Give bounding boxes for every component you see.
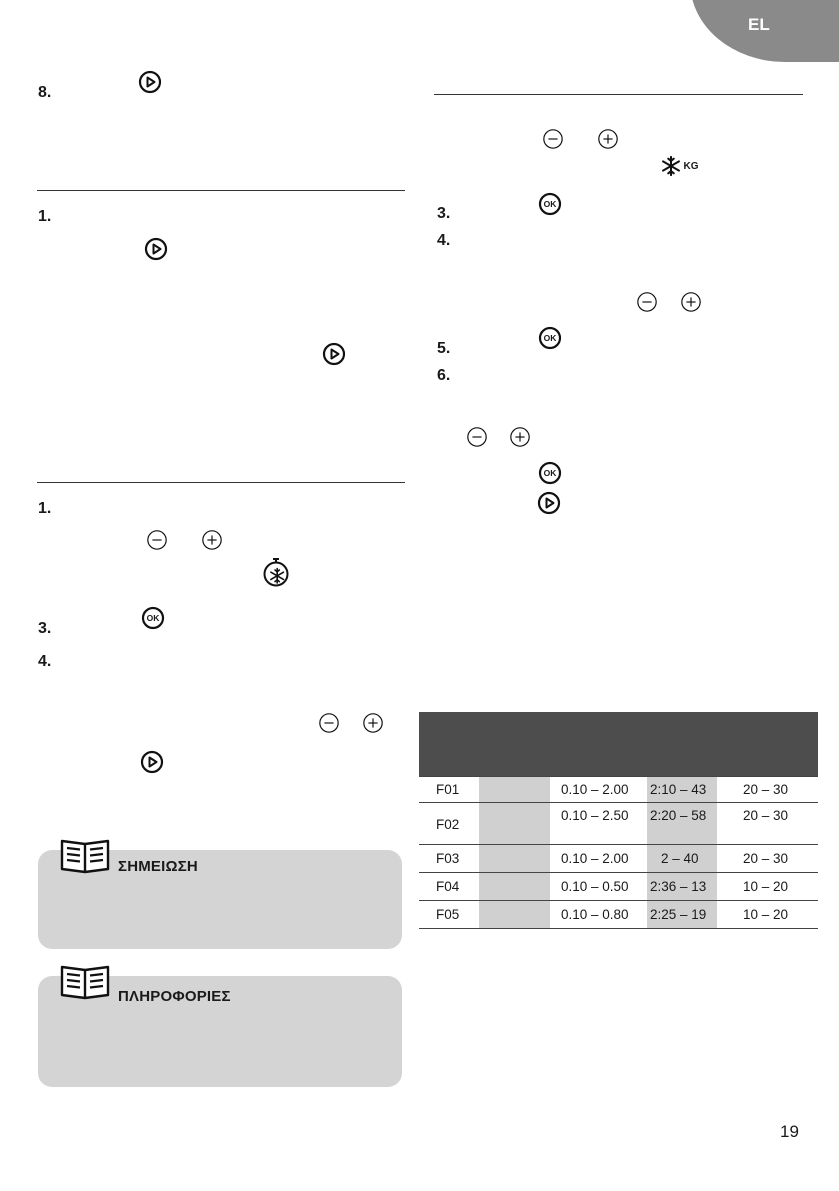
ok-icon: [538, 461, 562, 485]
time-range: 2:25 – 19: [650, 907, 707, 922]
step-number: 4.: [38, 653, 52, 670]
weight-range: 0.10 – 0.80: [561, 907, 629, 922]
language-label: EL: [748, 15, 770, 34]
section-divider: [37, 190, 405, 191]
defrost-weight-icon: [656, 154, 702, 178]
minus-icon: [318, 712, 340, 734]
step-number: 6.: [437, 367, 451, 384]
info-title: ΠΛΗΡΟΦΟΡΙΕΣ: [118, 988, 231, 1005]
ok-icon: [538, 326, 562, 350]
time-range: 2:36 – 13: [650, 879, 707, 894]
table-header: [419, 712, 818, 776]
minus-icon: [542, 128, 564, 150]
plus-icon: [680, 291, 702, 313]
book-icon: [60, 838, 110, 874]
plus-icon: [201, 529, 223, 551]
weight-range: 0.10 – 2.00: [561, 851, 629, 866]
duration-range: 20 – 30: [743, 782, 789, 797]
time-range: 2 – 40: [661, 851, 699, 866]
ok-icon: [141, 606, 165, 630]
table-row: [419, 873, 818, 901]
start-icon: [537, 491, 561, 515]
start-icon: [322, 342, 346, 366]
plus-icon: [362, 712, 384, 734]
step-number: 3.: [437, 205, 451, 222]
duration-range: 10 – 20: [743, 907, 789, 922]
book-icon: [60, 964, 110, 1000]
program-code: F03: [436, 851, 460, 866]
table-row: [419, 777, 818, 803]
program-table: [419, 712, 818, 929]
table-row: [419, 803, 818, 845]
duration-range: 10 – 20: [743, 879, 789, 894]
ok-label: OK: [146, 613, 160, 623]
program-code: F05: [436, 907, 460, 922]
start-icon: [140, 750, 164, 774]
table-row: [419, 845, 818, 873]
ok-label: OK: [543, 333, 557, 343]
section-divider: [434, 94, 803, 95]
table-row: [419, 901, 818, 929]
duration-range: 20 – 30: [743, 851, 789, 866]
weight-range: 0.10 – 0.50: [561, 879, 629, 894]
program-code: F01: [436, 782, 460, 797]
minus-icon: [466, 426, 488, 448]
program-code: F02: [436, 817, 460, 832]
step-number: 3.: [38, 620, 52, 637]
language-tab: [690, 0, 839, 62]
start-icon: [144, 237, 168, 261]
ok-label: OK: [543, 199, 557, 209]
ok-icon: [538, 192, 562, 216]
plus-icon: [597, 128, 619, 150]
time-range: 2:10 – 43: [650, 782, 707, 797]
start-icon: [138, 70, 162, 94]
weight-range: 0.10 – 2.00: [561, 782, 629, 797]
step-number: 5.: [437, 340, 451, 357]
step-number: 1.: [38, 500, 52, 517]
program-code: F04: [436, 879, 460, 894]
page-number: 19: [780, 1122, 799, 1141]
time-range: 2:20 – 58: [650, 808, 707, 823]
step-number: 1.: [38, 208, 52, 225]
weight-range: 0.10 – 2.50: [561, 808, 629, 823]
ok-label: OK: [543, 468, 557, 478]
plus-icon: [509, 426, 531, 448]
minus-icon: [146, 529, 168, 551]
step-number: 4.: [437, 232, 451, 249]
defrost-time-icon: [262, 557, 290, 587]
step-number: 8.: [38, 84, 52, 101]
minus-icon: [636, 291, 658, 313]
section-divider: [37, 482, 405, 483]
weight-unit: KG: [683, 160, 699, 172]
note-title: ΣΗΜΕΙΩΣΗ: [118, 858, 198, 875]
duration-range: 20 – 30: [743, 808, 789, 823]
